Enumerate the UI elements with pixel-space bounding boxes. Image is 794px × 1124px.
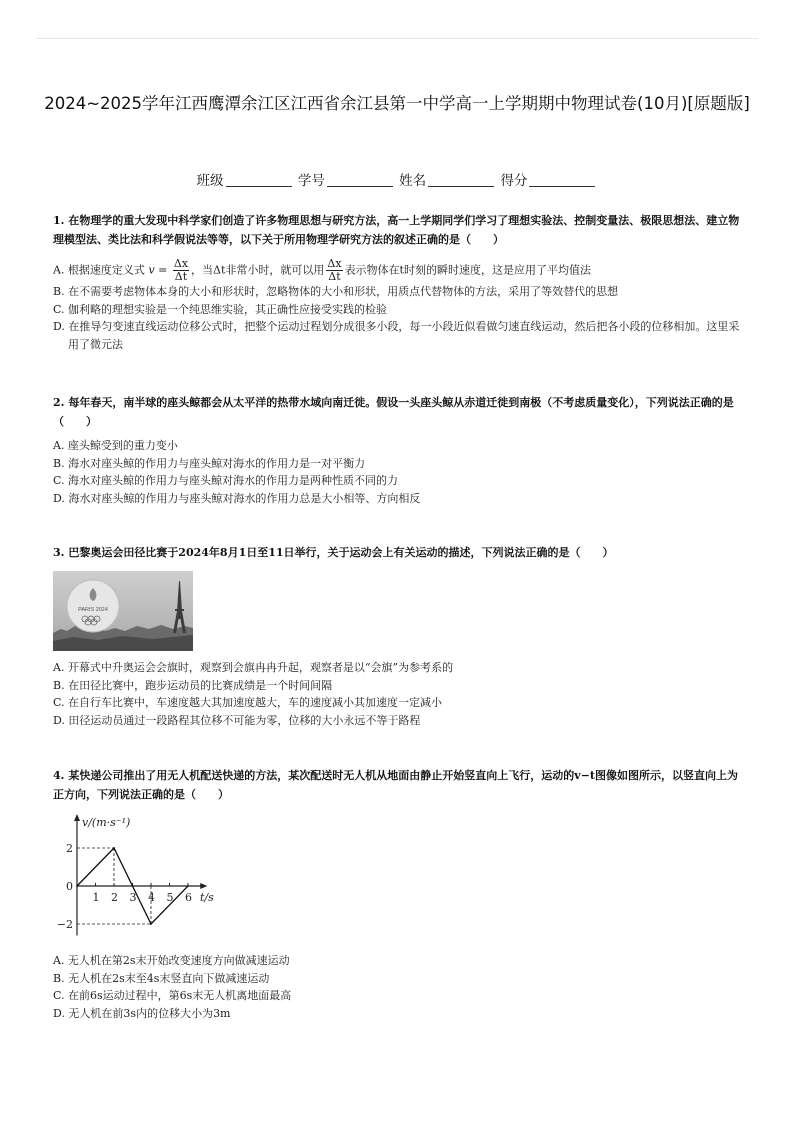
question-4-option-b[interactable]: B. 无人机在2s末至4s末竖直向下做减速运动 [53, 971, 270, 985]
question-1 [53, 211, 743, 353]
option-a-v: v = [148, 263, 168, 277]
series-point [150, 923, 152, 925]
question-1-option-b[interactable]: B. 在不需要考虑物体本身的大小和形状时，忽略物体的大小和形状，用质点代替物体的方法，采用了等效替代的思想 [53, 285, 619, 298]
class-blank[interactable] [226, 186, 292, 187]
option-a-prefix: A. 根据速度定义式 [53, 263, 145, 277]
name-blank[interactable] [428, 186, 494, 187]
page-title: 2024~2025学年江西鹰潭余江区江西省余江县第一中学高一上学期期中物理试卷(10月)[原题版] [44, 94, 750, 113]
paris-2024-photo [53, 571, 193, 651]
id-label: 学号 [297, 173, 325, 189]
question-2-option-a[interactable]: A. 座头鲸受到的重力变小 [53, 439, 178, 452]
question-3-stem: 3. 巴黎奥运会田径比赛于2024年8月1日至11日举行，关于运动会上有关运动的描述，下列说法正确的是（ ） [53, 546, 614, 559]
series-point [187, 885, 189, 887]
student-info-line [0, 169, 794, 189]
question-2 [53, 393, 743, 507]
question-3-options [53, 659, 743, 729]
x-axis-arrow [200, 883, 207, 889]
question-4-option-c[interactable]: C. 在前6s运动过程中，第6s末无人机离地面最高 [53, 989, 292, 1003]
question-3-option-c[interactable]: C. 在自行车比赛中，车速度越大其加速度越大，车的速度减小其加速度一定减小 [53, 696, 443, 710]
id-blank[interactable] [327, 186, 393, 187]
fraction-denominator-2: Δt [328, 270, 341, 283]
score-blank[interactable] [529, 186, 595, 187]
question-3-option-a[interactable]: A. 开幕式中升奥运会会旗时，观察到会旗冉冉升起，观察者是以“会旗”为参考系的 [53, 661, 454, 674]
top-divider [36, 38, 758, 39]
x-tick-label: 1 [92, 891, 100, 904]
question-2-option-c[interactable]: C. 海水对座头鲸的作用力与座头鲸对海水的作用力是两种性质不同的力 [53, 474, 399, 488]
y-tick-label: −2 [56, 918, 73, 931]
question-2-option-b[interactable]: B. 海水对座头鲸的作用力与座头鲸对海水的作用力是一对平衡力 [53, 456, 366, 470]
question-1-option-d[interactable]: D. 在推导匀变速直线运动位移公式时，把整个运动过程划分成很多小段，每一小段近似看做匀速直线运动，然后把各小段的位移相加。这里采用了微元法 [53, 320, 740, 351]
x-axis-label: t/s [200, 891, 214, 904]
x-tick-label: 2 [111, 891, 118, 904]
question-3-option-d[interactable]: D. 田径运动员通过一段路程其位移不可能为零，位移的大小永远不等于路程 [53, 713, 421, 727]
y-tick-label: 0 [66, 880, 73, 893]
fraction-numerator-2: Δx [327, 257, 342, 270]
class-label: 班级 [196, 173, 224, 189]
logo-text: PARIS 2024 [78, 607, 108, 613]
question-1-option-a[interactable] [53, 258, 743, 283]
x-tick-label: 5 [166, 891, 174, 904]
question-3 [53, 543, 743, 562]
y-axis-arrow [74, 814, 80, 821]
y-axis-label: v/(m·s⁻¹) [82, 816, 131, 829]
option-a-suffix: 表示物体在t时刻的瞬时速度，这是应用了平均值法 [344, 263, 591, 277]
question-2-option-d[interactable]: D. 海水对座头鲸的作用力与座头鲸对海水的作用力总是大小相等、方向相反 [53, 491, 421, 505]
x-tick-label: 6 [185, 891, 192, 904]
question-4-option-a[interactable]: A. 无人机在第2s末开始改变速度方向做减速运动 [53, 954, 290, 967]
question-4-stem: 4. 某快递公司推出了用无人机配送快递的方法，某次配送时无人机从地面由静止开始竖直向上飞行，运动的v−t图像如图所示，以竖直向上为正方向，下列说法正确的是（ ） [53, 769, 738, 801]
series-point [76, 885, 78, 887]
fraction-dx-dt-2 [326, 258, 342, 283]
score-label: 得分 [500, 173, 528, 189]
question-1-stem: 1. 在物理学的重大发现中科学家们创造了许多物理思想与研究方法，高一上学期同学们学习了理想实验法、控制变量法、极限思想法、建立物理模型法、类比法和科学假说法等等，以下关于所用物理学研究方法的叙述正确的是（ ） [53, 214, 740, 246]
question-1-option-c[interactable]: C. 伽利略的理想实验是一个纯思维实验，其正确性应接受实践的检验 [53, 302, 388, 316]
series-point [113, 847, 115, 849]
velocity-time-graph [55, 810, 225, 945]
fraction-numerator: Δx [173, 257, 189, 270]
question-4 [53, 766, 743, 804]
question-4-option-d[interactable]: D. 无人机在前3s内的位移大小为3m [53, 1006, 231, 1020]
question-4-options [53, 952, 743, 1022]
question-2-stem: 2. 每年春天，南半球的座头鲸都会从太平洋的热带水域向南迁徙。假设一头座头鲸从赤道迁徙到南极（不考虑质量变化），下列说法正确的是（ ） [53, 396, 734, 428]
x-tick-label: 4 [148, 891, 155, 904]
fraction-denominator: Δt [174, 270, 188, 283]
x-tick-label: 3 [129, 891, 137, 904]
option-a-middle: ，当Δt非常小时，就可以用 [191, 263, 325, 277]
question-3-option-b[interactable]: B. 在田径比赛中，跑步运动员的比赛成绩是一个时间间隔 [53, 678, 333, 692]
fraction-dx-dt [173, 258, 189, 283]
y-tick-label: 2 [66, 842, 73, 855]
name-label: 姓名 [399, 173, 427, 189]
